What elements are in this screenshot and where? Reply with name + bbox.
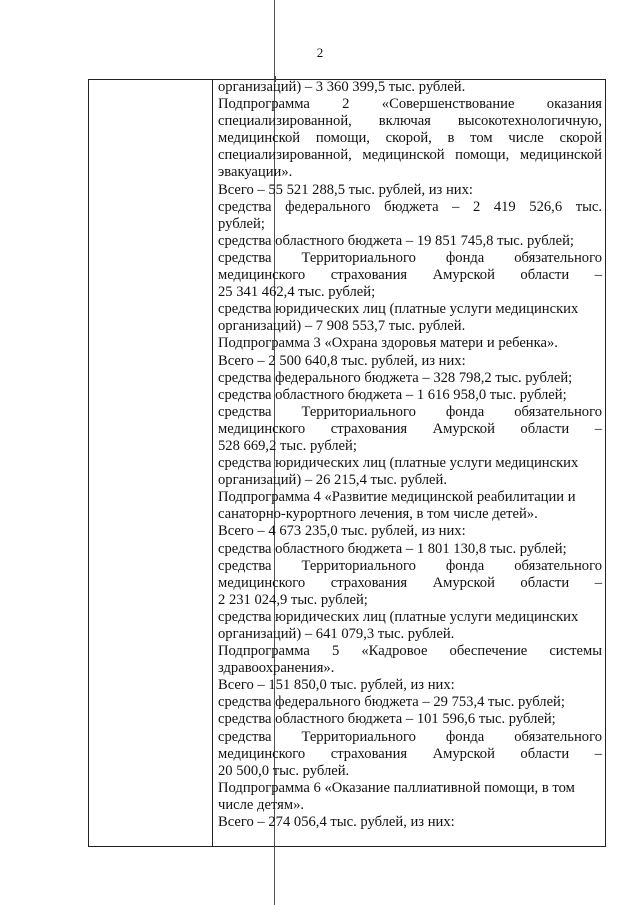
page-number: 2: [316, 45, 324, 60]
text-line: Подпрограмма 4 «Развитие медицинской реабилитации и: [218, 489, 576, 506]
text-line: медицинского страхования Амурской области –: [218, 267, 602, 284]
text-line: организаций) – 26 215,4 тыс. рублей.: [218, 472, 447, 489]
text-line: Всего – 151 850,0 тыс. рублей, из них:: [218, 677, 455, 694]
text-line: Всего – 4 673 235,0 тыс. рублей, из них:: [218, 523, 466, 540]
text-line: организаций) – 7 908 553,7 тыс. рублей.: [218, 318, 466, 335]
text-line: Всего – 2 500 640,8 тыс. рублей, из них:: [218, 352, 466, 369]
text-line: 20 500,0 тыс. рублей.: [218, 762, 350, 779]
text-line: санаторно-курортного лечения, в том числе детей».: [218, 506, 538, 523]
text-line: средства федерального бюджета – 328 798,2 тыс. рублей;: [218, 369, 573, 386]
text-line: средства областного бюджета – 19 851 745,8 тыс. рублей;: [218, 232, 574, 249]
text-line: средства областного бюджета – 1 801 130,8 тыс. рублей;: [218, 540, 567, 557]
text-line: средства Территориального фонда обязательного: [218, 728, 602, 745]
text-line: средства Территориального фонда обязательного: [218, 249, 602, 266]
text-line: рублей;: [218, 215, 265, 232]
text-line: средства Территориального фонда обязательного: [218, 403, 602, 420]
text-line: организаций) – 641 079,3 тыс. рублей.: [218, 626, 455, 642]
text-line: Подпрограмма 6 «Оказание паллиативной помощи, в том: [218, 779, 575, 796]
text-line: Подпрограмма 2 «Совершенствование оказания: [218, 96, 602, 113]
text-line: Подпрограмма 3 «Охрана здоровья матери и ребенка».: [218, 335, 558, 352]
text-line: медицинского страхования Амурской области –: [218, 574, 602, 591]
text-line: средства Территориального фонда обязательного: [218, 557, 602, 574]
text-line: организаций) – 3 360 399,5 тыс. рублей.: [218, 79, 466, 95]
text-line: 2 231 024,9 тыс. рублей;: [218, 591, 368, 608]
text-line: 528 669,2 тыс. рублей;: [218, 437, 357, 454]
text-line: средства федерального бюджета – 29 753,4 тыс. рублей;: [218, 694, 565, 711]
text-line: средства областного бюджета – 101 596,6 тыс. рублей;: [218, 711, 556, 728]
text-line: Всего – 55 521 288,5 тыс. рублей, из них:: [218, 181, 473, 198]
text-line: специализированной, медицинской помощи, медицинской: [218, 147, 602, 164]
text-line: Подпрограмма 5 «Кадровое обеспечение системы: [218, 643, 602, 660]
text-line: числе детям».: [218, 796, 305, 813]
table-column-divider: [212, 79, 213, 847]
text-line: средства юридических лиц (платные услуги медицинских: [218, 455, 579, 472]
text-line: средства юридических лиц (платные услуги медицинских: [218, 608, 579, 625]
text-line: средства юридических лиц (платные услуги медицинских: [218, 301, 579, 318]
text-line: медицинского страхования Амурской области –: [218, 420, 602, 437]
table-cell-text: [218, 79, 602, 831]
text-line: 25 341 462,4 тыс. рублей;: [218, 284, 376, 301]
text-line: специализированной, включая высокотехнологичную,: [218, 113, 602, 130]
text-line: средства областного бюджета – 1 616 958,0 тыс. рублей;: [218, 386, 567, 403]
text-line: здравоохранения».: [218, 660, 335, 677]
text-line: медицинского страхования Амурской области –: [218, 745, 602, 762]
text-line: эвакуации».: [218, 164, 293, 181]
text-line: Всего – 274 056,4 тыс. рублей, из них:: [218, 814, 455, 831]
text-line: медицинской помощи, скорой, в том числе скорой: [218, 130, 602, 147]
text-line: средства федерального бюджета – 2 419 526,6 тыс.: [218, 198, 602, 215]
